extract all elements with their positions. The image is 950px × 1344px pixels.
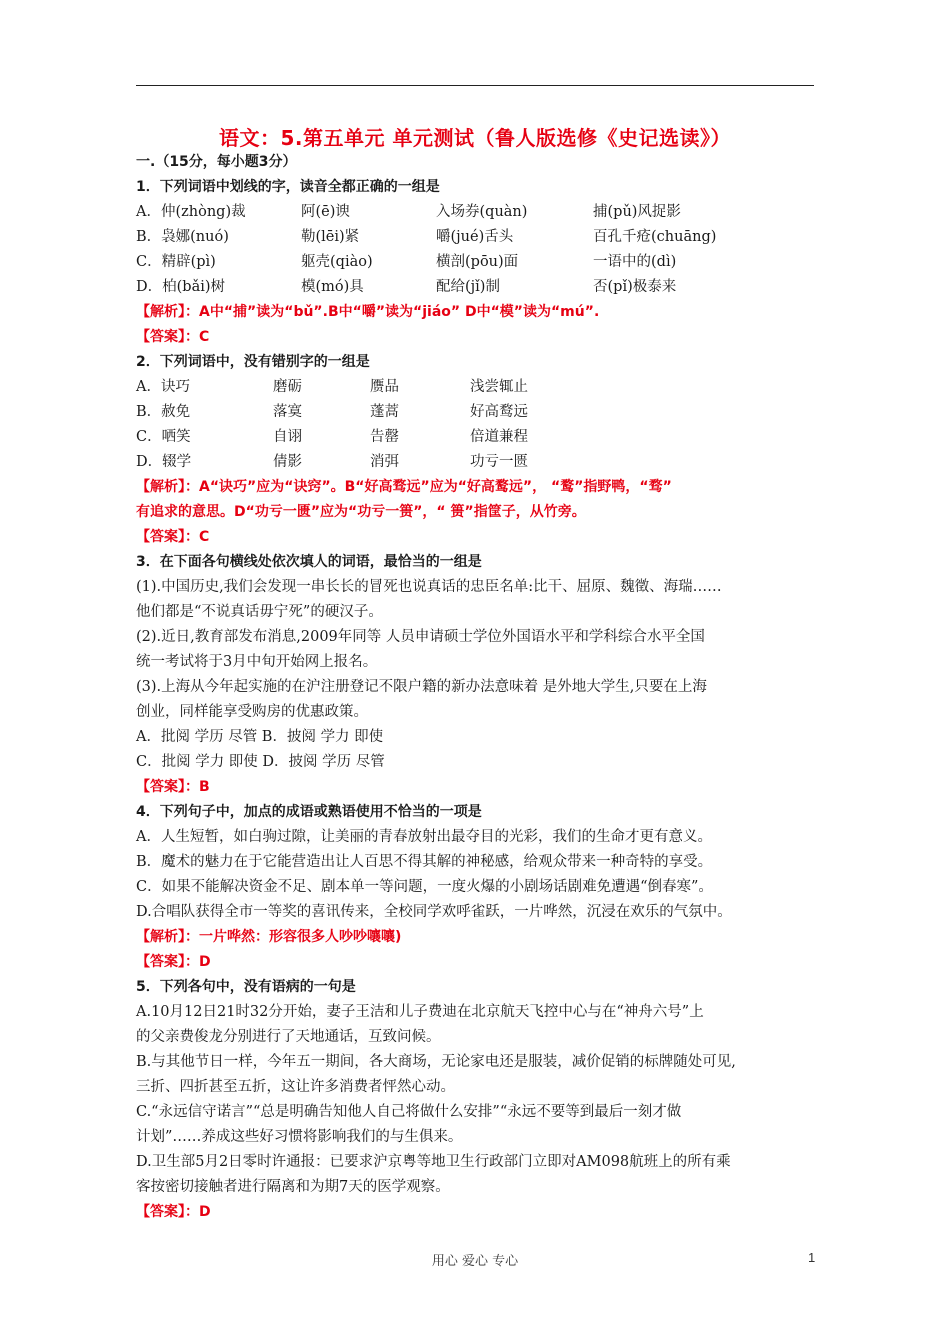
q3-answer: 【答案】：B [136,779,210,795]
q1-cell: 入场券(quàn) [436,204,528,220]
q2-cell: 自诩 [273,429,302,445]
q1-cell: D．柏(bǎi)树 [136,279,226,295]
q1-stem: 1．下列词语中划线的字，读音全都正确的一组是 [136,179,440,195]
header-rule [136,85,814,86]
q2-option-row [136,375,816,400]
q3-options: A．批阅 学历 尽管 B．披阅 学力 即使 [136,729,384,745]
q4-option: C．如果不能解决资金不足、剧本单一等问题，一度火爆的小剧场话剧难免遭遇“倒春寒”。 [136,879,713,895]
q2-option-row [136,450,816,475]
q2-cell: 好高鹜远 [470,404,528,420]
q3-stem: 3．在下面各句横线处依次填人的词语，最恰当的一组是 [136,554,482,570]
q5-line: 计划”……养成这些好习惯将影响我们的与生俱来。 [136,1129,463,1145]
document-body [136,150,816,1225]
q2-cell: 落寞 [273,404,302,420]
q1-cell: 嚼(jué)舌头 [436,229,514,245]
q2-cell: 浅尝辄止 [470,379,528,395]
q4-option: D.合唱队获得全市一等奖的喜讯传来，全校同学欢呼雀跃，一片哗然，沉浸在欢乐的气氛中。 [136,904,732,920]
q1-cell: 模(mó)具 [301,279,364,295]
q2-option-row [136,400,816,425]
q1-cell: 横剖(pōu)面 [436,254,519,270]
q3-line: 创业，同样能享受购房的优惠政策。 [136,704,368,720]
page-title: 语文：5.第五单元 单元测试（鲁人版选修《史记选读》） [219,126,731,150]
q2-stem: 2．下列词语中，没有错别字的一组是 [136,354,370,370]
q1-cell: C．精辟(pì) [136,254,216,270]
q1-cell: 百孔千疮(chuāng) [593,229,717,245]
q1-cell: 捕(pǔ)风捉影 [593,204,681,220]
q2-cell: A．诀巧 [136,379,190,395]
q5-line: A.10月12日21时32分开始，妻子王洁和儿子费迪在北京航天飞控中心与在“神舟六号”上 [136,1004,704,1020]
q2-cell: 消弭 [370,454,399,470]
q3-line: 他们都是“不说真话毋宁死”的硬汉子。 [136,604,383,620]
q2-analysis-cont: 有追求的意思。D“功亏一匮”应为“功亏一篑”，“ 篑”指筐子，从竹旁。 [136,504,586,520]
q2-answer: 【答案】：C [136,529,210,545]
q1-cell: B．袅娜(nuó) [136,229,229,245]
q2-cell: 蓬蒿 [370,404,399,420]
q1-cell: 勒(lēi)紧 [301,229,360,245]
q4-stem: 4．下列句子中，加点的成语或熟语使用不恰当的一项是 [136,804,482,820]
q1-option-row [136,200,816,225]
q2-cell: 磨砺 [273,379,302,395]
footer-motto: 用心 爱心 专心 [431,1254,519,1269]
q1-cell: 阿(ē)谀 [301,204,350,220]
q3-line: (1).中国历史,我们会发现一串长长的冒死也说真话的忠臣名单:比干、屈原、魏徵、海瑞…… [136,579,722,595]
q5-line: D.卫生部5月2日零时许通报：已要求沪京粤等地卫生行政部门立即对AM098航班上的所有乘 [136,1154,731,1170]
q3-line: (2).近日,教育部发布消息,2009年同等 人员申请硕士学位外国语水平和学科综合水平全国 [136,629,705,645]
q1-option-row [136,225,816,250]
q1-analysis: 【解析】：A中“捕”读为“bǔ”.B中“嚼”读为“jiáo” D中“模”读为“mú”. [136,304,600,320]
q2-option-row [136,425,816,450]
q1-cell: A．仲(zhòng)裁 [136,204,246,220]
q1-cell: 躯壳(qiào) [301,254,373,270]
q3-line: 统一考试将于3月中旬开始网上报名。 [136,654,378,670]
q5-stem: 5．下列各句中，没有语病的一句是 [136,979,356,995]
q2-cell: 功亏一匮 [470,454,528,470]
q1-cell: 否(pǐ)极泰来 [593,279,677,295]
q1-answer: 【答案】：C [136,329,210,345]
q5-line: 的父亲费俊龙分别进行了天地通话，互致问候。 [136,1029,441,1045]
q2-cell: 告罄 [370,429,399,445]
q3-line: (3).上海从今年起实施的在沪注册登记不限户籍的新办法意味着 是外地大学生,只要在上海 [136,679,707,695]
q1-option-row [136,250,816,275]
q4-option: A．人生短暂，如白驹过隙，让美丽的青春放射出最夺目的光彩，我们的生命才更有意义。 [136,829,712,845]
q5-line: C.“永远信守诺言”“总是明确告知他人自己将做什么安排”“永远不要等到最后一刻才做 [136,1104,682,1120]
q2-cell: B．赦免 [136,404,191,420]
q3-options: C．批阅 学力 即使 D．披阅 学历 尽管 [136,754,385,770]
q2-cell: D．辍学 [136,454,192,470]
q5-line: 客按密切接触者进行隔离和为期7天的医学观察。 [136,1179,450,1195]
q2-cell: 赝品 [370,379,399,395]
q4-analysis: 【解析】：一片哗然：形容很多人吵吵嚷嚷) [136,929,402,945]
q4-answer: 【答案】：D [136,954,211,970]
section-heading: 一.（15分，每小题3分） [136,154,297,170]
q5-answer: 【答案】：D [136,1204,211,1220]
q2-cell: 倩影 [273,454,302,470]
q5-line: B.与其他节日一样，今年五一期间，各大商场，无论家电还是服装，减价促销的标牌随处可见, [136,1054,736,1070]
page-number: 1 [808,1250,816,1265]
q2-cell: 倍道兼程 [470,429,528,445]
q4-option: B．魔术的魅力在于它能营造出让人百思不得其解的神秘感，给观众带来一种奇特的享受。 [136,854,713,870]
q1-option-row [136,275,816,300]
q1-cell: 一语中的(dì) [593,254,677,270]
q2-analysis: 【解析】：A“诀巧”应为“诀窍”。B“好高骛远”应为“好高鹜远”， “鹜”指野鸭，“骛” [136,479,672,495]
q2-cell: C．哂笑 [136,429,191,445]
q5-line: 三折、四折甚至五折，这让许多消费者怦然心动。 [136,1079,455,1095]
q1-cell: 配给(jǐ)制 [436,279,500,295]
